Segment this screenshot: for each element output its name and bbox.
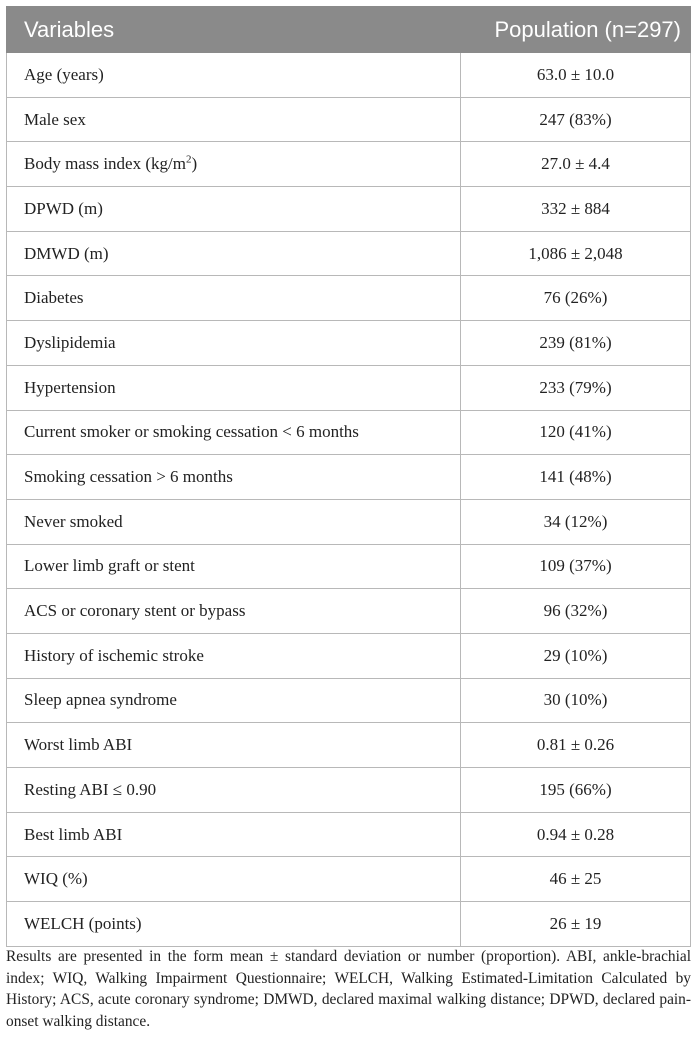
row-label: History of ischemic stroke	[7, 633, 461, 678]
table-row	[7, 902, 691, 947]
row-value: 26 ± 19	[461, 902, 691, 947]
row-label: Smoking cessation > 6 months	[7, 455, 461, 500]
header-variables: Variables	[7, 7, 461, 53]
row-value: 76 (26%)	[461, 276, 691, 321]
table-row	[7, 142, 691, 187]
table-row	[7, 321, 691, 366]
table-row	[7, 410, 691, 455]
population-characteristics-table	[6, 6, 691, 947]
table-row	[7, 633, 691, 678]
table-row	[7, 812, 691, 857]
row-label: Never smoked	[7, 499, 461, 544]
table-row	[7, 231, 691, 276]
table-header-row	[7, 7, 691, 53]
table-row	[7, 53, 691, 98]
table-row	[7, 365, 691, 410]
row-label-suffix: )	[191, 154, 198, 174]
row-value: 30 (10%)	[461, 678, 691, 723]
row-label: DMWD (m)	[7, 231, 461, 276]
row-value: 1,086 ± 2,048	[461, 231, 691, 276]
table-row	[7, 589, 691, 634]
row-label: Sleep apnea syndrome	[7, 678, 461, 723]
row-label: Dyslipidemia	[7, 321, 461, 366]
table-row	[7, 723, 691, 768]
table-row	[7, 97, 691, 142]
row-value: 34 (12%)	[461, 499, 691, 544]
data-table-container	[6, 6, 691, 947]
table-row	[7, 276, 691, 321]
row-label: Age (years)	[7, 53, 461, 98]
row-label: Best limb ABI	[7, 812, 461, 857]
row-value: 141 (48%)	[461, 455, 691, 500]
row-label: Worst limb ABI	[7, 723, 461, 768]
table-row	[7, 768, 691, 813]
row-label-text: Body mass index (kg/m	[24, 154, 186, 174]
row-value: 96 (32%)	[461, 589, 691, 634]
row-value: 46 ± 25	[461, 857, 691, 902]
row-label: DPWD (m)	[7, 187, 461, 232]
row-value: 233 (79%)	[461, 365, 691, 410]
row-label: WELCH (points)	[7, 902, 461, 947]
table-row	[7, 187, 691, 232]
row-label	[7, 142, 461, 187]
table-row	[7, 857, 691, 902]
row-label: Diabetes	[7, 276, 461, 321]
row-value: 0.81 ± 0.26	[461, 723, 691, 768]
row-value: 239 (81%)	[461, 321, 691, 366]
row-value: 195 (66%)	[461, 768, 691, 813]
row-value: 29 (10%)	[461, 633, 691, 678]
row-value: 63.0 ± 10.0	[461, 53, 691, 98]
row-value: 120 (41%)	[461, 410, 691, 455]
table-row	[7, 455, 691, 500]
table-footnote	[6, 946, 691, 1032]
row-label: Resting ABI ≤ 0.90	[7, 768, 461, 813]
row-value: 332 ± 884	[461, 187, 691, 232]
table-row	[7, 678, 691, 723]
row-label-superscript: 2	[185, 153, 192, 166]
row-value: 27.0 ± 4.4	[461, 142, 691, 187]
table-row	[7, 499, 691, 544]
table-row	[7, 544, 691, 589]
footnote-text: Results are presented in the form mean ± standard deviation or number (proportion). ABI, ankle-brachial index; WIQ, Walking Impairment Questionnaire; WELCH, Walking Estimated-Limitation Calculated by History; ACS, acute coronary syndrome; DMWD, declared maximal walking distance; DPWD, declared pain-onset walking distance.	[6, 948, 691, 1030]
row-label: Hypertension	[7, 365, 461, 410]
row-label: Current smoker or smoking cessation < 6 months	[7, 410, 461, 455]
row-value: 0.94 ± 0.28	[461, 812, 691, 857]
row-value: 247 (83%)	[461, 97, 691, 142]
row-value: 109 (37%)	[461, 544, 691, 589]
row-label: Male sex	[7, 97, 461, 142]
row-label: Lower limb graft or stent	[7, 544, 461, 589]
header-population: Population (n=297)	[461, 7, 691, 53]
row-label: ACS or coronary stent or bypass	[7, 589, 461, 634]
row-label: WIQ (%)	[7, 857, 461, 902]
